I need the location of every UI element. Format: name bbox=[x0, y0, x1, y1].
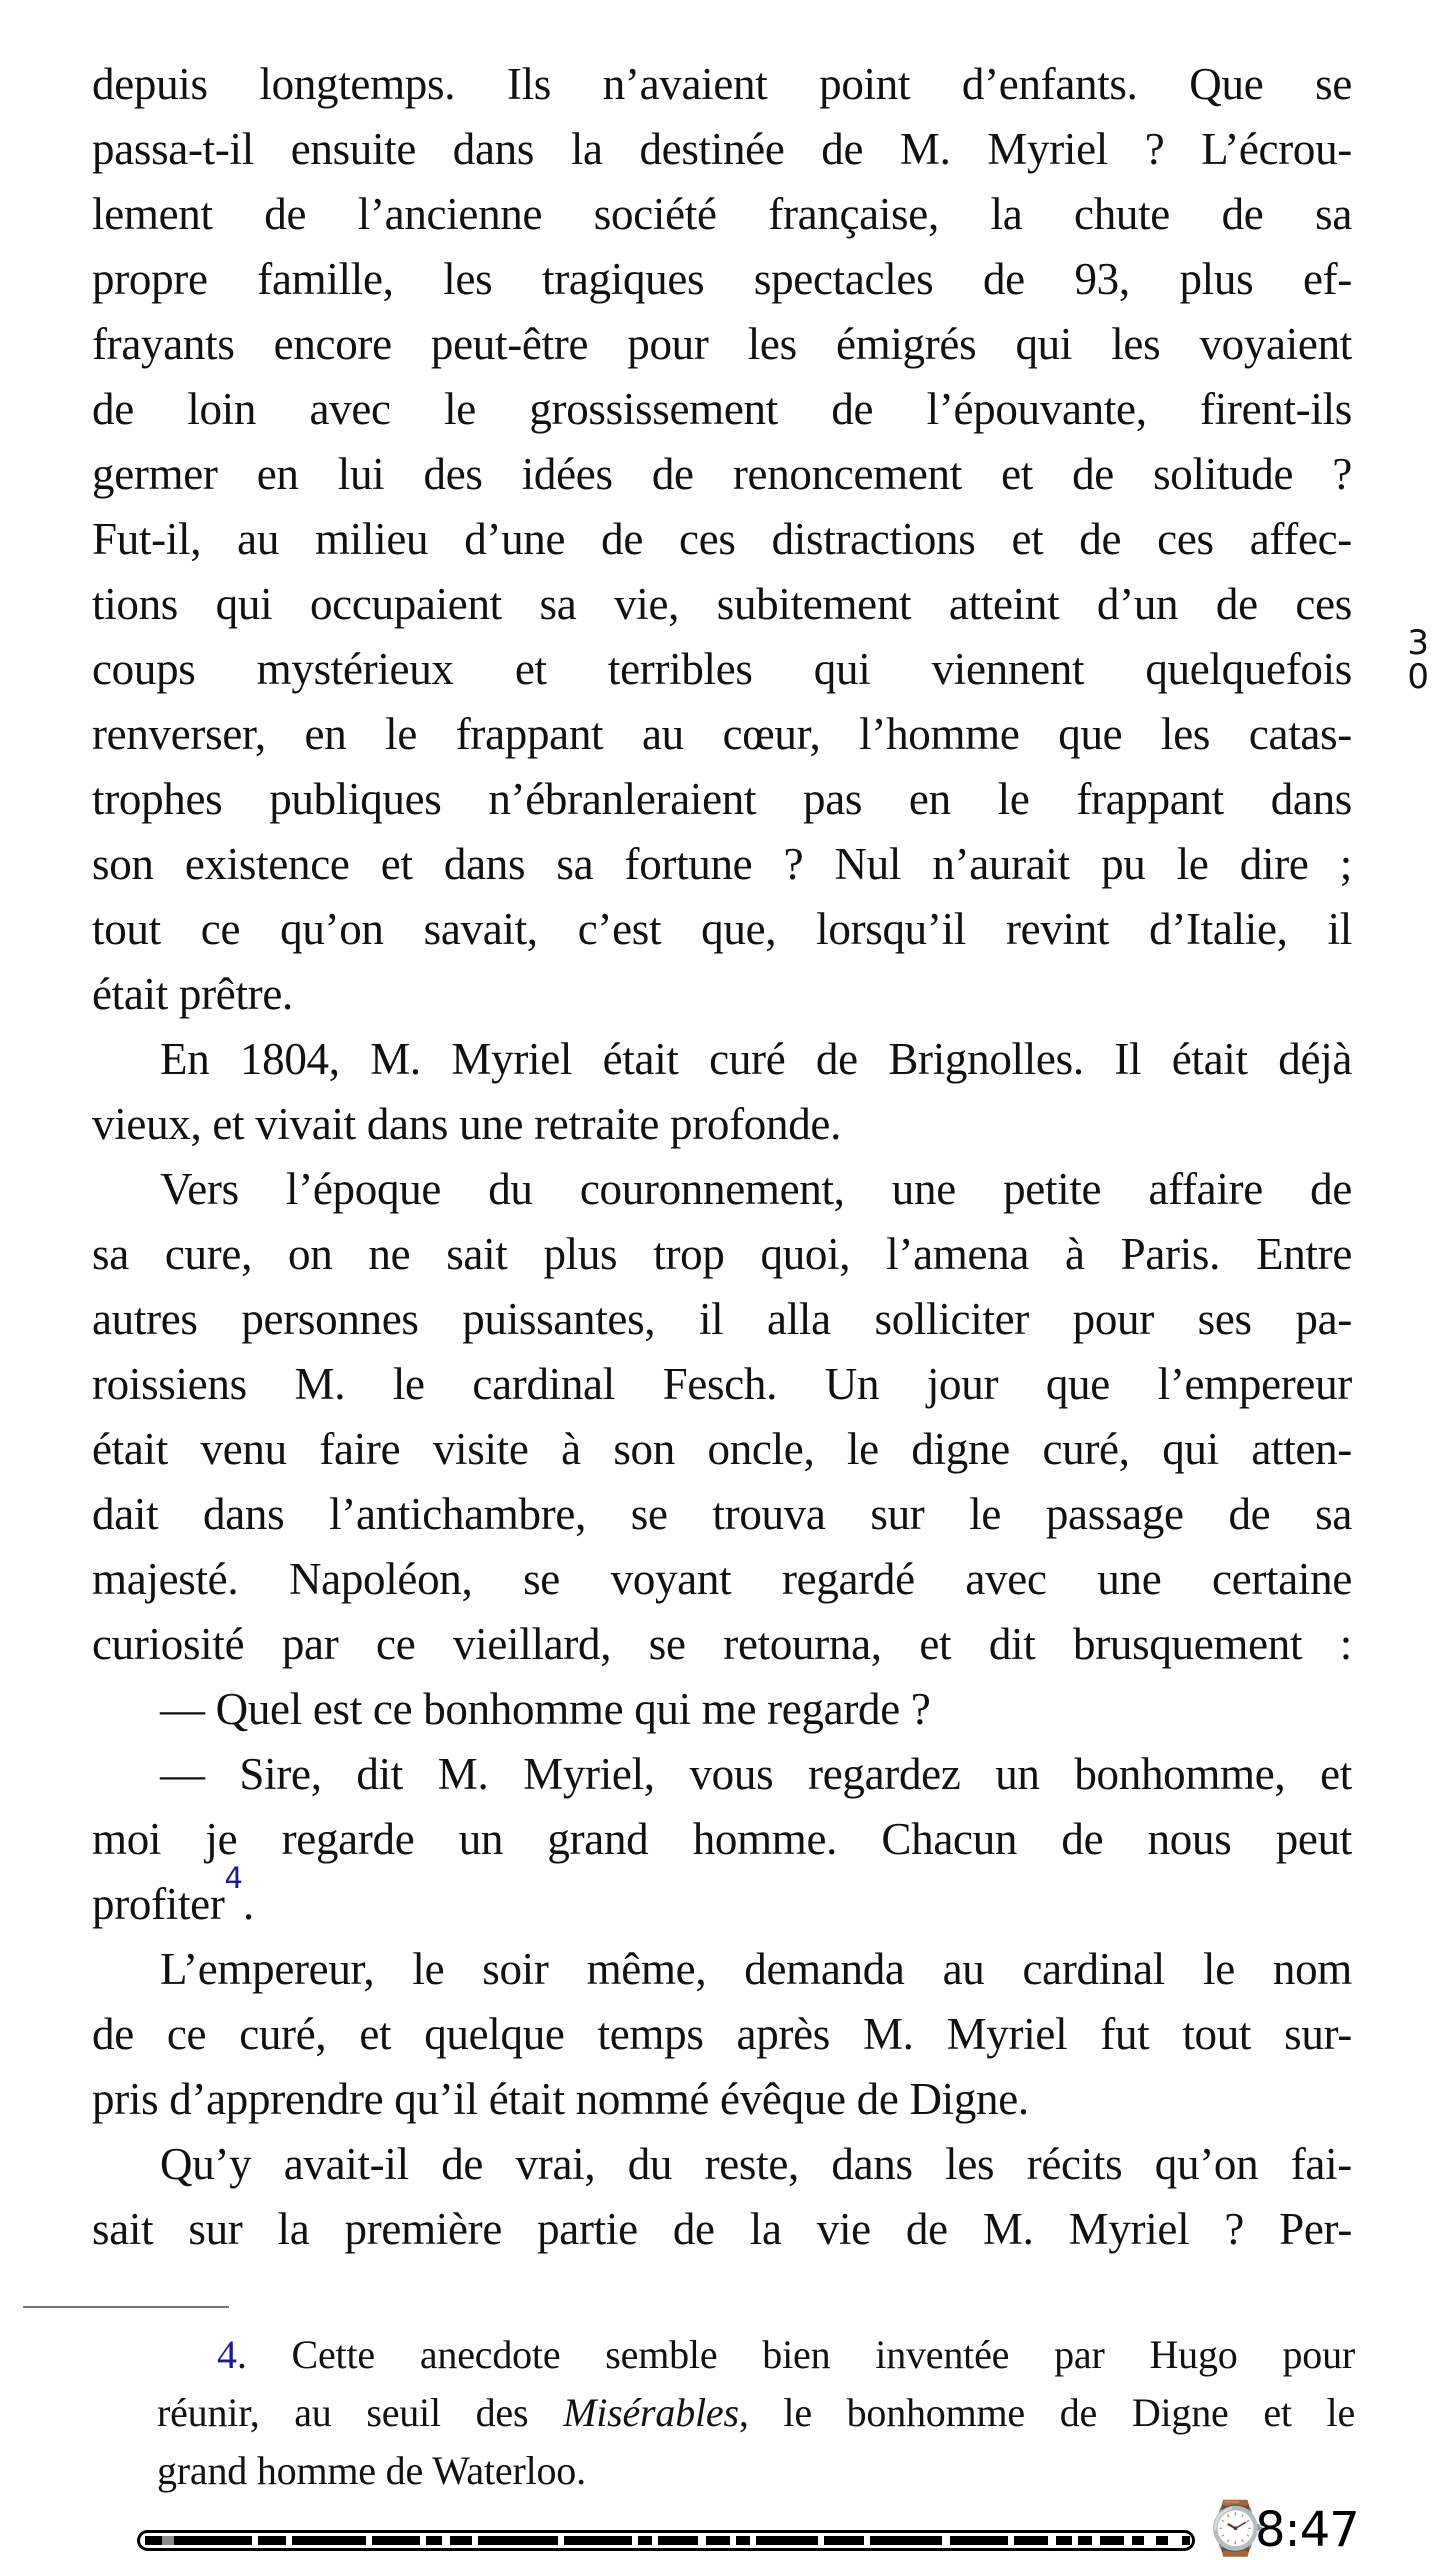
text-line: germer en lui des idées de renoncement et de solitude ? bbox=[92, 449, 1352, 499]
progress-tick bbox=[450, 2536, 472, 2545]
text-line: majesté. Napoléon, se voyant regardé avec une certaine bbox=[92, 1554, 1352, 1604]
text-line: moi je regarde un grand homme. Chacun de nous peut bbox=[92, 1814, 1352, 1864]
progress-tick bbox=[870, 2536, 942, 2545]
clock-icon: ⌚ bbox=[1203, 2499, 1268, 2559]
text-line: autres personnes puissantes, il alla solliciter pour ses pa- bbox=[92, 1294, 1352, 1344]
text-line: curiosité par ce vieillard, se retourna, et dit brusquement : bbox=[92, 1619, 1352, 1669]
progress-tick bbox=[564, 2536, 632, 2545]
progress-tick bbox=[1182, 2536, 1190, 2545]
footnote-line bbox=[157, 2442, 1355, 2500]
text-line: dait dans l’antichambre, se trouva sur le passage de sa bbox=[92, 1489, 1352, 1539]
progress-gap bbox=[1168, 2536, 1182, 2545]
text-line: — Sire, dit M. Myriel, vous regardez un bonhomme, et bbox=[160, 1749, 1352, 1799]
text-line: trophes publiques n’ébranleraient pas en le frappant dans bbox=[92, 774, 1352, 824]
text-line: sa cure, on ne sait plus trop quoi, l’amena à Paris. Entre bbox=[92, 1229, 1352, 1279]
progress-tick bbox=[756, 2536, 818, 2545]
footnote-text: . Cette anecdote semble bien inventée par Hugo pour bbox=[236, 2332, 1355, 2377]
progress-tick bbox=[174, 2536, 252, 2545]
text-line: — Quel est ce bonhomme qui me regarde ? bbox=[160, 1684, 931, 1734]
progress-tick bbox=[638, 2536, 652, 2545]
progress-tick bbox=[1100, 2536, 1124, 2545]
clock-time: 8:47 bbox=[1255, 2502, 1359, 2558]
text-line: coups mystérieux et terribles qui viennent quelquefois bbox=[92, 644, 1352, 694]
text-line: était venu faire visite à son oncle, le digne curé, qui atten- bbox=[92, 1424, 1352, 1474]
progress-tick bbox=[1056, 2536, 1072, 2545]
progress-gap bbox=[1124, 2536, 1132, 2545]
footnote-text: grand homme de Waterloo. bbox=[157, 2448, 586, 2493]
progress-tick bbox=[736, 2536, 750, 2545]
footnote-separator bbox=[23, 2306, 229, 2308]
progress-tick bbox=[706, 2536, 730, 2545]
page-number bbox=[1407, 623, 1429, 697]
progress-gap bbox=[442, 2536, 450, 2545]
progress-tick bbox=[824, 2536, 864, 2545]
text-line: L’empereur, le soir même, demanda au cardinal le nom bbox=[160, 1944, 1352, 1994]
text-line: était prêtre. bbox=[92, 969, 293, 1019]
text-line: En 1804, M. Myriel était curé de Brignolles. Il était déjà bbox=[160, 1034, 1352, 1084]
text-line: profiter$^4$. bbox=[92, 1860, 254, 1929]
progress-tick bbox=[950, 2536, 1008, 2545]
text-line: lement de l’ancienne société française, la chute de sa bbox=[92, 189, 1352, 239]
progress-tick bbox=[162, 2536, 174, 2545]
text-line: de ce curé, et quelque temps après M. Myriel fut tout sur- bbox=[92, 2009, 1352, 2059]
progress-tick bbox=[658, 2536, 698, 2545]
text-line: tions qui occupaient sa vie, subitement atteint d’un de ces bbox=[92, 579, 1352, 629]
progress-tick bbox=[1078, 2536, 1092, 2545]
progress-gap bbox=[1092, 2536, 1100, 2545]
progress-tick bbox=[1132, 2536, 1144, 2545]
footnote-number-link[interactable]: 4 bbox=[217, 2332, 237, 2377]
text-line: Vers l’époque du couronnement, une petite affaire de bbox=[160, 1164, 1352, 1214]
text-line: Qu’y avait-il de vrai, du reste, dans les récits qu’on fai- bbox=[160, 2139, 1352, 2189]
footnote-ref-link[interactable]: 4 bbox=[224, 1860, 243, 1895]
progress-tick bbox=[1014, 2536, 1048, 2545]
reading-progress-bar[interactable] bbox=[137, 2530, 1195, 2551]
progress-tick bbox=[1156, 2536, 1168, 2545]
footnote-text: Misérables bbox=[563, 2390, 739, 2435]
page-number-digit: 3 bbox=[1407, 623, 1429, 663]
page-text bbox=[92, 52, 1352, 2262]
text-line: Fut-il, au milieu d’une de ces distractions et de ces affec- bbox=[92, 514, 1352, 564]
text-line: son existence et dans sa fortune ? Nul n’aurait pu le dire ; bbox=[92, 839, 1352, 889]
progress-gap bbox=[698, 2536, 706, 2545]
text-line: propre famille, les tragiques spectacles de 93, plus ef- bbox=[92, 254, 1352, 304]
text-line: pris d’apprendre qu’il était nommé évêque de Digne. bbox=[92, 2074, 1029, 2124]
footnote-line bbox=[157, 2326, 1355, 2384]
progress-gap bbox=[942, 2536, 950, 2545]
progress-tick bbox=[145, 2536, 162, 2545]
text-line: depuis longtemps. Ils n’avaient point d’enfants. Que se bbox=[92, 59, 1352, 109]
footnote-line bbox=[157, 2384, 1355, 2442]
text-line: vieux, et vivait dans une retraite profonde. bbox=[92, 1099, 842, 1149]
text-line: tout ce qu’on savait, c’est que, lorsqu’il revint d’Italie, il bbox=[92, 904, 1352, 954]
progress-gap bbox=[1144, 2536, 1156, 2545]
progress-tick bbox=[292, 2536, 366, 2545]
footnote bbox=[157, 2326, 1355, 2500]
progress-tick bbox=[478, 2536, 558, 2545]
text-line: renverser, en le frappant au cœur, l’homme que les catas- bbox=[92, 709, 1352, 759]
text-line: passa-t-il ensuite dans la destinée de M. Myriel ? L’écrou- bbox=[92, 124, 1352, 174]
progress-tick bbox=[372, 2536, 420, 2545]
footnote-text: , le bonhomme de Digne et le bbox=[738, 2390, 1355, 2435]
text-line: frayants encore peut-être pour les émigrés qui les voyaient bbox=[92, 319, 1352, 369]
text-line: sait sur la première partie de la vie de M. Myriel ? Per- bbox=[92, 2204, 1352, 2254]
text-line: de loin avec le grossissement de l’épouvante, firent-ils bbox=[92, 384, 1352, 434]
progress-tick bbox=[426, 2536, 442, 2545]
text-line: roissiens M. le cardinal Fesch. Un jour que l’empereur bbox=[92, 1359, 1352, 1409]
progress-gap bbox=[1048, 2536, 1056, 2545]
footnote-text: réunir, au seuil des bbox=[157, 2390, 564, 2435]
page-number-digit: 0 bbox=[1407, 657, 1429, 697]
progress-tick bbox=[258, 2536, 286, 2545]
